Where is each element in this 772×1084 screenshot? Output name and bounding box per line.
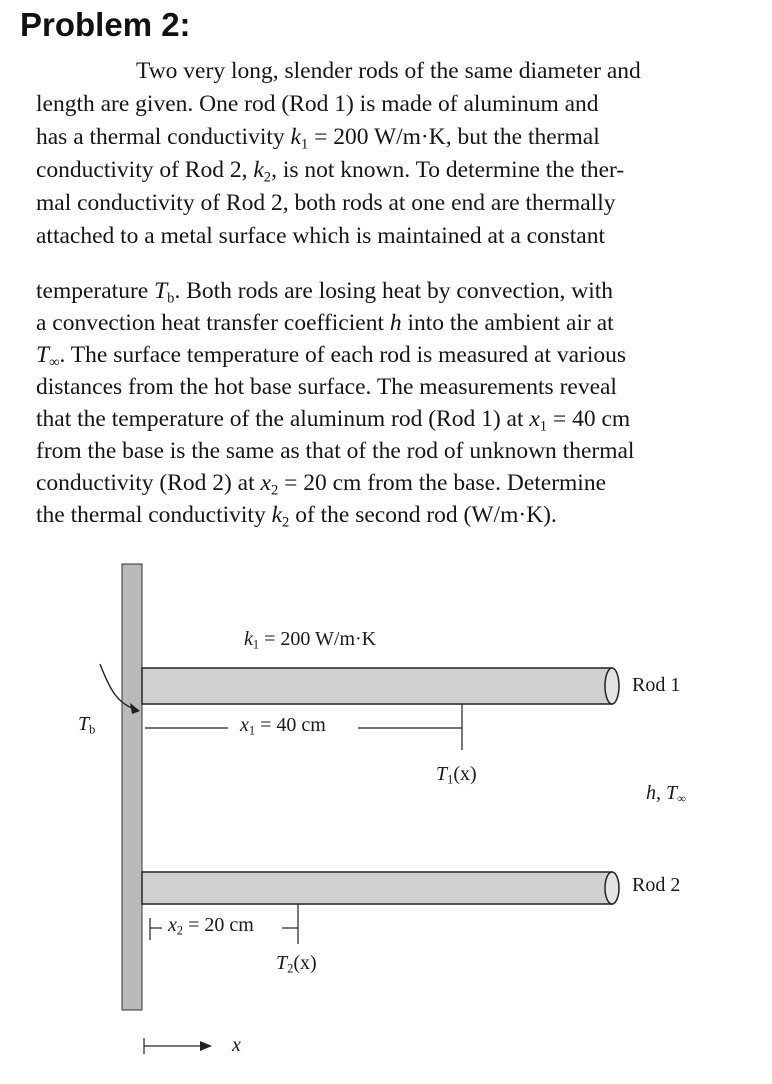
t-letter: T <box>36 342 50 368</box>
x2-label <box>168 914 254 939</box>
x-axis-arrowhead <box>200 1041 212 1051</box>
subscript: ∞ <box>49 354 60 371</box>
label-text: , <box>656 782 666 804</box>
text-span: has a thermal conductivity <box>36 124 291 150</box>
text-span: conductivity (Rod 2) at <box>36 470 261 496</box>
t-letter: T <box>666 782 678 804</box>
subscript: 1 <box>300 136 309 153</box>
label-text: (x) <box>293 952 317 974</box>
x-letter: x <box>168 914 177 936</box>
text-span: = 40 cm <box>547 406 631 432</box>
tb-label <box>78 713 95 738</box>
ambient-label <box>646 782 686 807</box>
subscript: 1 <box>447 772 454 787</box>
p2-line-4: distances from the hot base surface. The measurements reveal <box>36 374 617 400</box>
p1-line-5: mal conductivity of Rod 2, both rods at one end are thermally <box>36 190 616 216</box>
text-span: = 200 W/m·K, but the thermal <box>308 124 600 150</box>
subscript: b <box>167 290 175 307</box>
x-letter: x <box>260 470 271 496</box>
subscript: 2 <box>287 961 294 976</box>
rod-1-body <box>142 668 612 704</box>
label-text: = 200 W/m·K <box>259 628 377 650</box>
subscript: 2 <box>270 482 279 499</box>
x-axis-label: x <box>232 1034 241 1056</box>
t-letter: T <box>154 278 168 304</box>
t-letter: T <box>436 763 448 785</box>
t2-label <box>276 952 317 977</box>
x1-label <box>240 714 326 739</box>
h-symbol: h <box>389 310 402 336</box>
subscript: 1 <box>248 723 256 738</box>
p1-line-6: attached to a metal surface which is maintained at a constant <box>36 223 605 249</box>
subscript: 1 <box>539 418 548 435</box>
text-span: temperature <box>36 278 155 304</box>
h-letter: h <box>646 782 656 804</box>
text-span: a convection heat transfer coefficient <box>36 310 390 336</box>
k-letter: k <box>290 124 301 150</box>
rod-2-body <box>142 872 612 904</box>
text-span: = 20 cm from the base. Determine <box>278 470 607 496</box>
label-text: (x) <box>453 763 477 785</box>
subscript: 2 <box>282 514 290 531</box>
p1-line-2: length are given. One rod (Rod 1) is made of aluminum and <box>36 91 599 117</box>
text-span: into the ambient air at <box>401 310 614 336</box>
subscript: 2 <box>176 923 184 938</box>
x-letter: x <box>240 714 249 736</box>
text-span: conductivity of Rod 2, <box>36 157 254 183</box>
base-wall <box>122 564 142 1010</box>
rod-1-label: Rod 1 <box>632 674 681 696</box>
rod-1-end <box>605 668 619 704</box>
subscript: b <box>89 722 96 737</box>
k-letter: k <box>271 502 283 528</box>
text-span: , is not known. To determine the ther- <box>271 157 625 183</box>
t1-label <box>436 763 477 788</box>
subscript: 1 <box>252 637 260 652</box>
rod-2-end <box>605 872 619 904</box>
text-span: that the temperature of the aluminum rod (Rod 1) at <box>36 406 530 432</box>
subscript: 2 <box>263 169 272 186</box>
text-span: of the second rod (W/m·K). <box>289 502 557 528</box>
t-letter: T <box>78 713 90 735</box>
rod-2-label: Rod 2 <box>632 874 681 896</box>
x-letter: x <box>529 406 540 432</box>
text-span: . Both rods are losing heat by convection, with <box>174 278 614 304</box>
text-span: the thermal conductivity <box>36 502 272 528</box>
label-text: = 40 cm <box>255 714 326 736</box>
p1-line-1: Two very long, slender rods of the same diameter and <box>136 58 641 84</box>
k1-label <box>244 628 376 653</box>
t-letter: T <box>276 952 288 974</box>
label-text: = 20 cm <box>183 914 254 936</box>
subscript: ∞ <box>677 791 686 806</box>
k-letter: k <box>253 157 264 183</box>
k-letter: k <box>244 628 253 650</box>
p2-line-6: from the base is the same as that of the rod of unknown thermal <box>36 438 635 464</box>
problem-title: Problem 2: <box>20 6 191 43</box>
text-span: . The surface temperature of each rod is measured at various <box>59 342 627 368</box>
